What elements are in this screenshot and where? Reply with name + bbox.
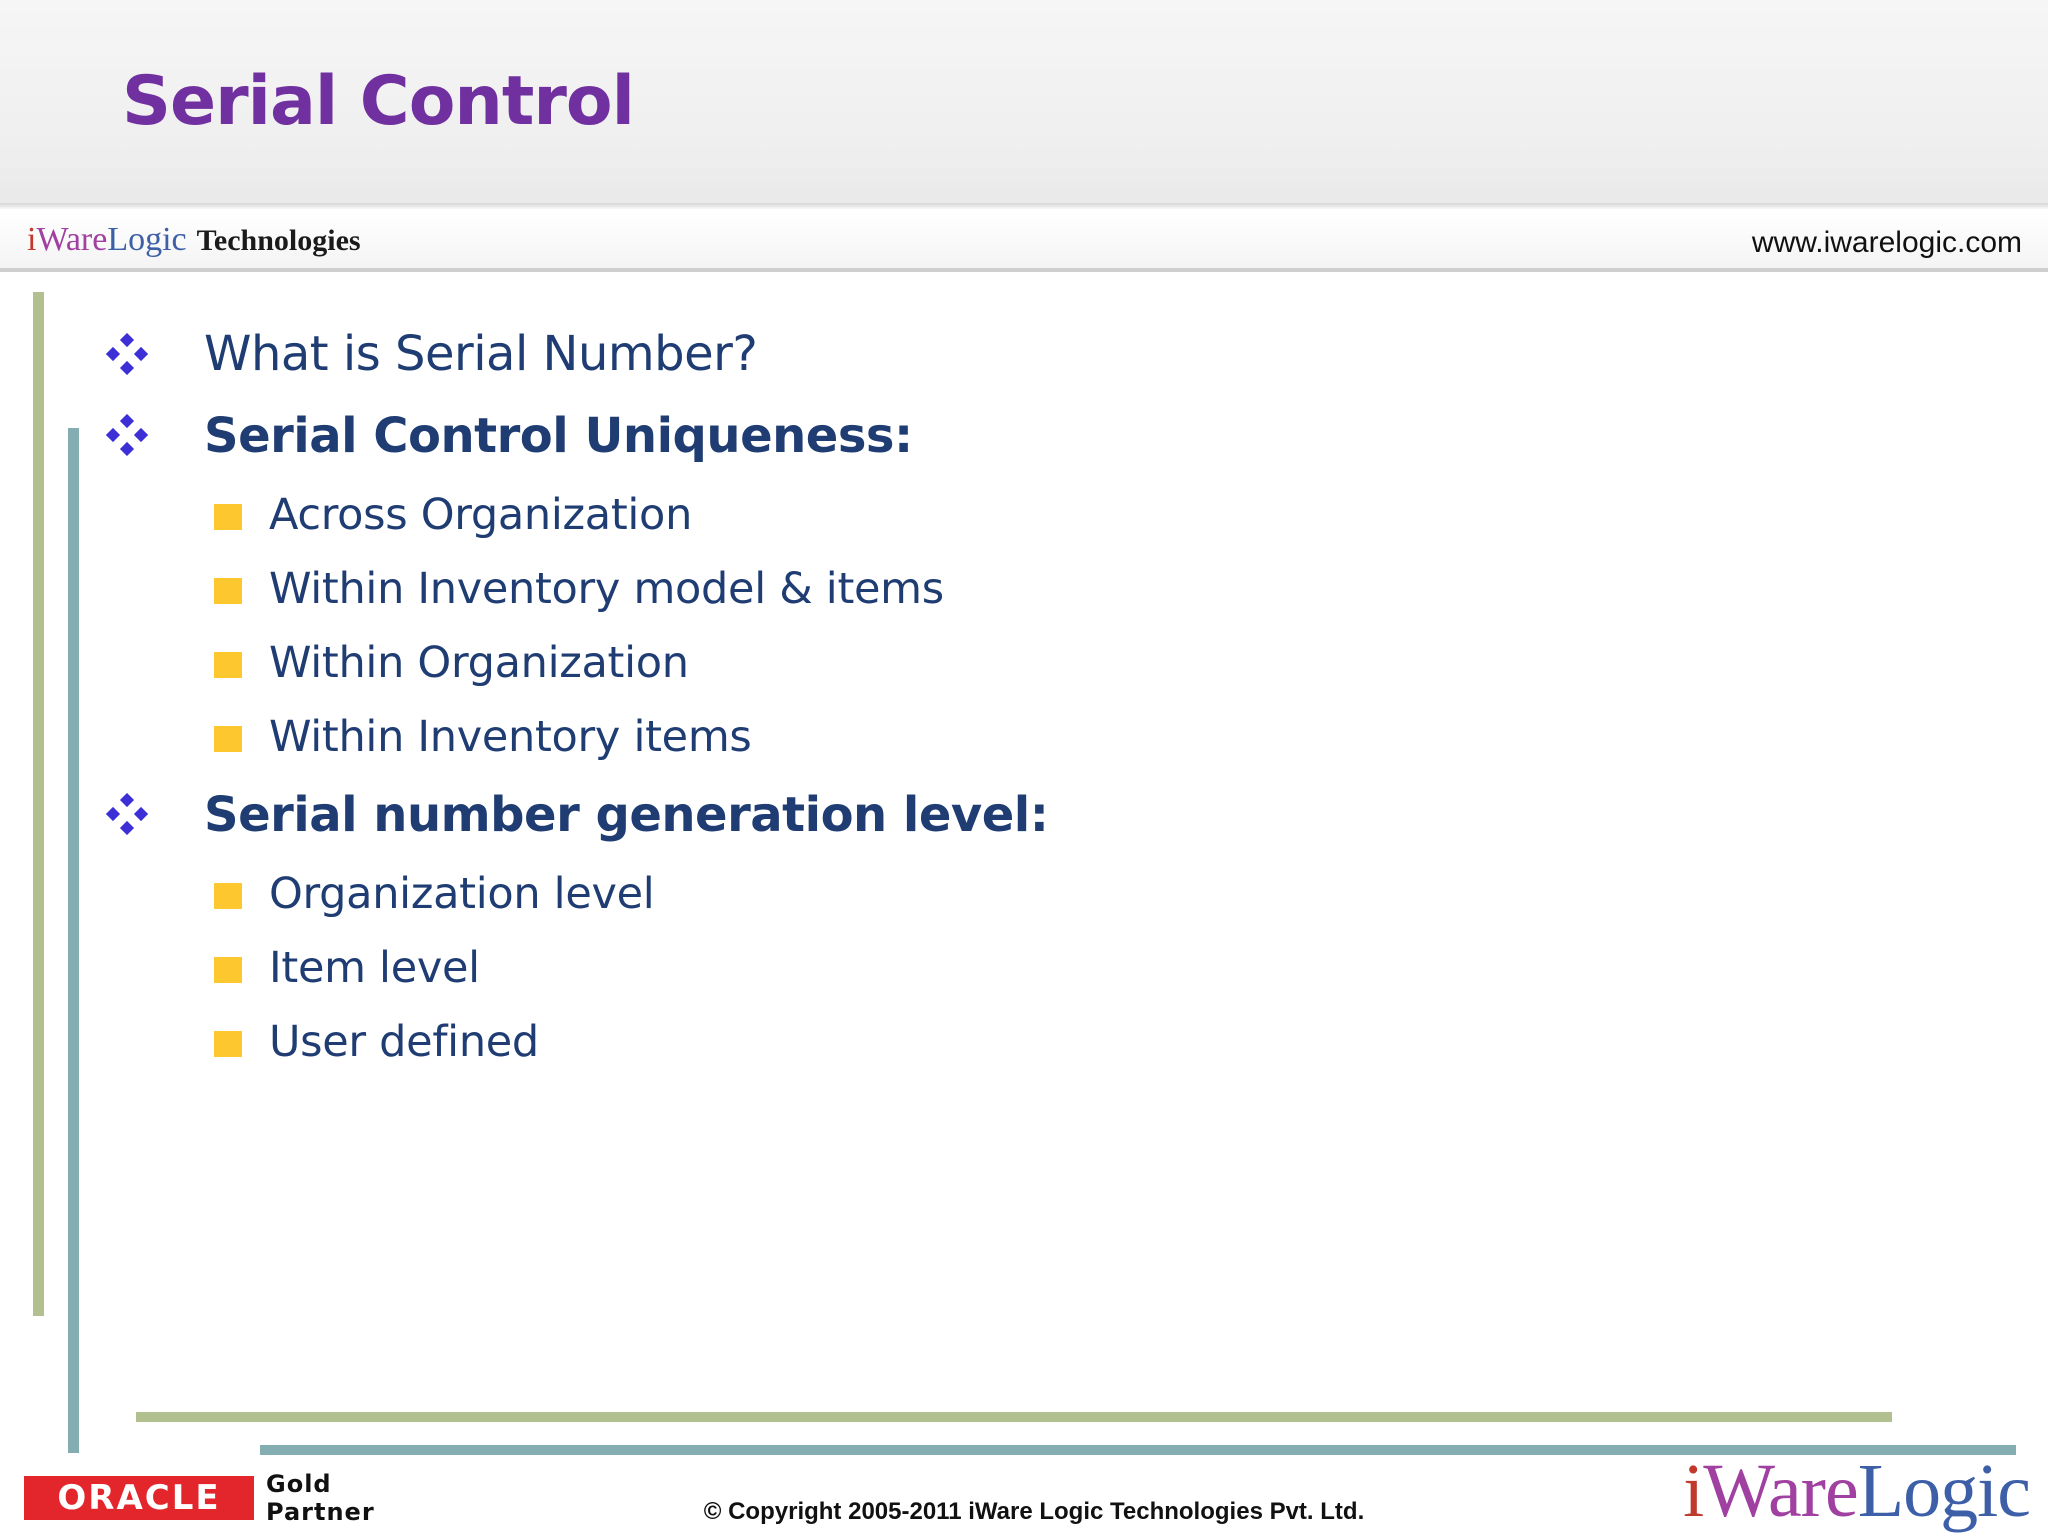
sub-list-item: Within Organization: [269, 638, 689, 688]
brand-logo-ware: Ware: [1703, 1449, 1858, 1533]
diamond-bullet-icon: [106, 414, 148, 456]
brand-logo-small: [27, 221, 361, 259]
partner-label: Partner: [266, 1498, 375, 1526]
diamond-bullet-icon: [106, 333, 148, 375]
oracle-logo: ORACLE: [24, 1476, 254, 1520]
square-bullet-icon: [214, 1031, 242, 1057]
sub-list-item: User defined: [269, 1017, 539, 1067]
list-item-what-is-serial-number: What is Serial Number?: [204, 326, 758, 382]
square-bullet-icon: [214, 883, 242, 909]
square-bullet-icon: [214, 957, 242, 983]
list-item-serial-control-uniqueness: Serial Control Uniqueness:: [204, 408, 913, 464]
diamond-bullet-icon: [106, 793, 148, 835]
square-bullet-icon: [214, 578, 242, 604]
square-bullet-icon: [214, 726, 242, 752]
brand-logo-large: [1683, 1448, 2030, 1535]
accent-bar-horizontal-green: [136, 1412, 1892, 1422]
website-url[interactable]: www.iwarelogic.com: [1751, 226, 2022, 259]
sub-list-item: Organization level: [269, 869, 655, 919]
slide-title: Serial Control: [122, 62, 634, 141]
brand-logo-i: i: [1683, 1449, 1704, 1533]
gold-partner-label: Gold: [266, 1470, 332, 1498]
sub-list-item: Within Inventory model & items: [269, 564, 944, 614]
sub-list-item: Item level: [269, 943, 480, 993]
accent-bar-vertical-teal: [68, 428, 79, 1453]
square-bullet-icon: [214, 504, 242, 530]
title-band-shadow: [0, 203, 2048, 209]
brand-logo-logic: Logic: [107, 221, 187, 258]
sub-list-item: Within Inventory items: [269, 712, 752, 762]
square-bullet-icon: [214, 652, 242, 678]
brand-logo-i: i: [27, 221, 37, 258]
brand-logo-ware: Ware: [36, 221, 108, 258]
copyright-text: © Copyright 2005-2011 iWare Logic Technologies Pvt. Ltd.: [703, 1498, 1365, 1525]
brand-logo-technologies: Technologies: [196, 224, 361, 257]
brand-logo-logic: Logic: [1857, 1449, 2030, 1533]
sub-list-item: Across Organization: [269, 490, 693, 540]
accent-bar-vertical-green: [33, 292, 44, 1316]
list-item-serial-number-generation-level: Serial number generation level:: [204, 787, 1049, 843]
